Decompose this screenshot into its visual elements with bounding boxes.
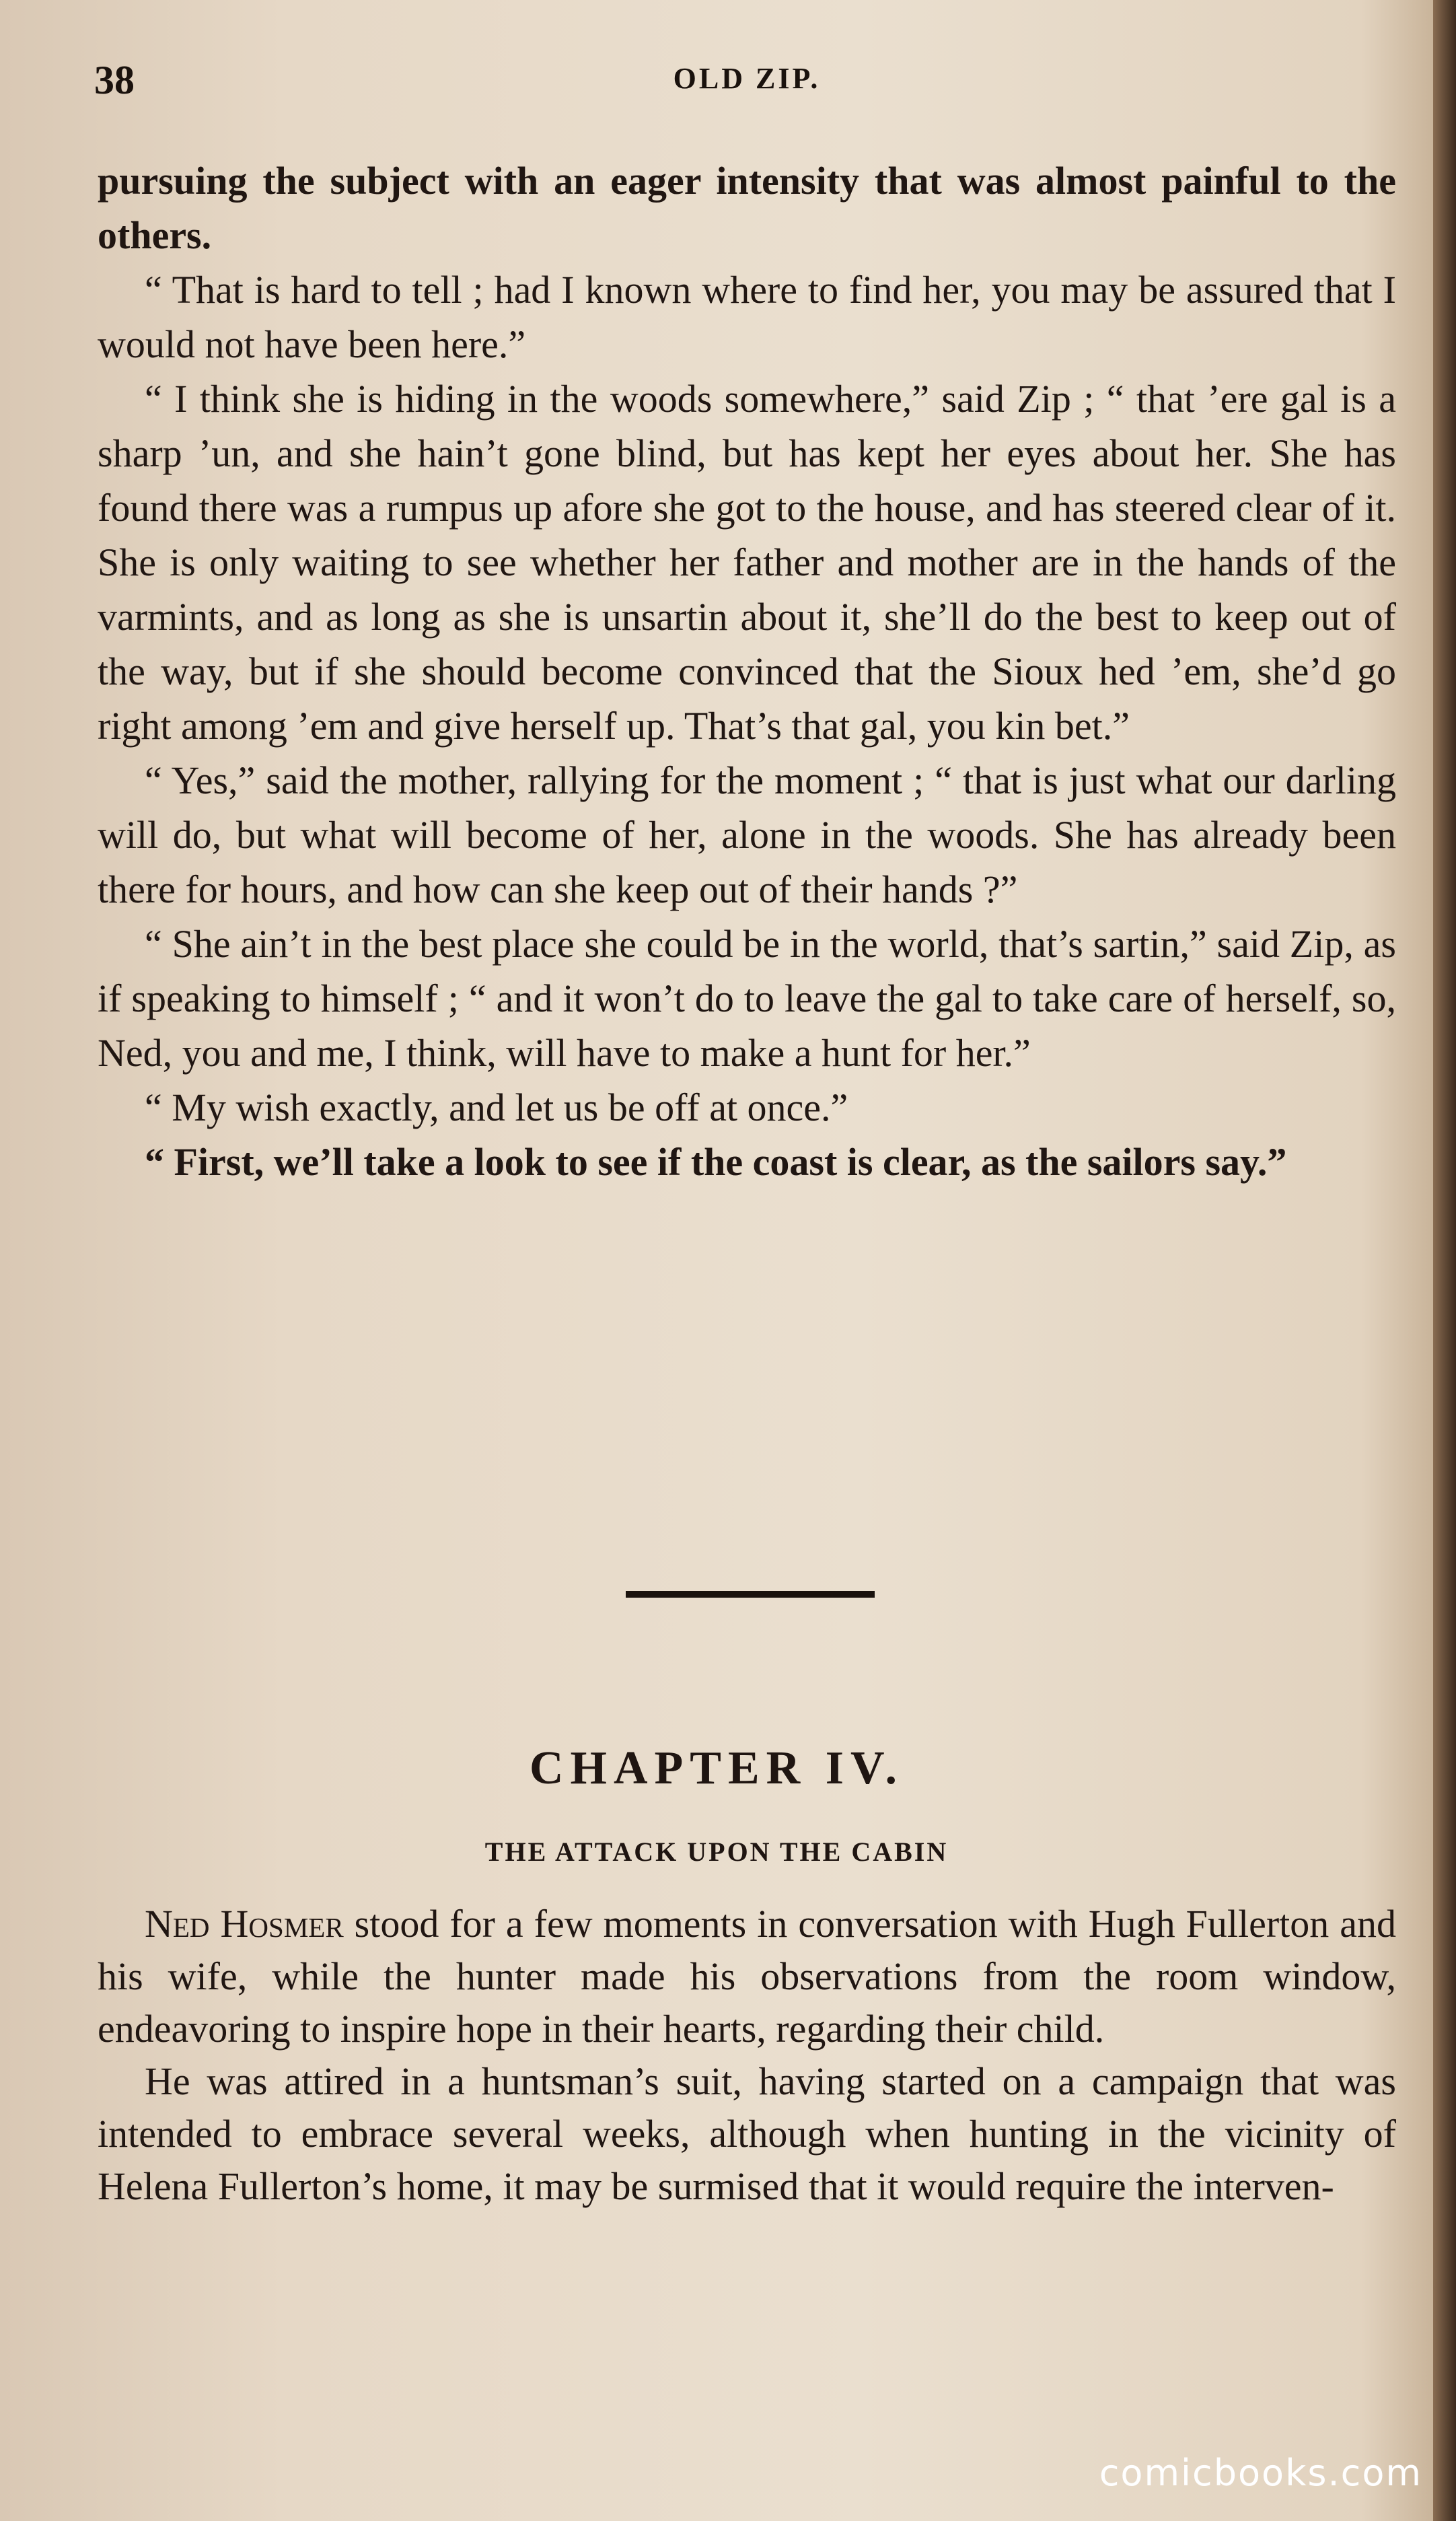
page-number: 38 xyxy=(94,58,135,102)
page-header xyxy=(94,57,1399,104)
paragraph xyxy=(98,1898,1396,2055)
section-divider xyxy=(626,1591,875,1598)
paragraph-rest: stood for a few moments in conversation with Hugh Fullerton and his wife, while the hunter made his observations from the room window, endeavoring to inspire hope in their hearts, regarding their child. xyxy=(98,1902,1396,2051)
running-title: OLD ZIP. xyxy=(673,62,821,95)
paragraph: pursuing the subject with an eager intensity that was almost painful to the others. xyxy=(98,159,1396,257)
paragraph: “ I think she is hiding in the woods somewhere,” said Zip ; “ that ’ere gal is a sharp ’un, and she hain’t gone blind, but has kept her eyes about her. She has found there was a rumpus up afore she got to the house, and has steered clear of it. She is only waiting to see whether her father and mother are in the hands of the varmints, and as long as she is unsartin about it, she’ll do the best to keep out of the way, but if she should become convinced that the Sioux hed ’em, she’d go right among ’em and give herself up. That’s that gal, you kin bet.” xyxy=(98,377,1396,748)
chapter-subtitle: THE ATTACK UPON THE CABIN xyxy=(484,1837,949,1867)
chapter-text xyxy=(98,1898,1396,2213)
lead-name: Ned Hosmer xyxy=(145,1902,344,1946)
paragraph: “ That is hard to tell ; had I known where to find her, you may be assured that I would not have been here.” xyxy=(98,268,1396,366)
paragraph: “ First, we’ll take a look to see if the coast is clear, as the sailors say.” xyxy=(145,1140,1287,1184)
paragraph: “ Yes,” said the mother, rallying for the moment ; “ that is just what our darling will do, but what will become of her, alone in the woods. She has already been there for hours, and how can she keep out of their hands ?” xyxy=(98,758,1396,911)
page-edge xyxy=(1433,0,1456,2521)
paragraph: “ My wish exactly, and let us be off at once.” xyxy=(145,1086,848,1129)
paragraph: “ She ain’t in the best place she could be in the world, that’s sartin,” said Zip, as if speaking to himself ; “ and it won’t do to leave the gal to take care of herself, so, Ned, you and me, I think, will have to make a hunt for her.” xyxy=(98,922,1396,1075)
paragraph: He was attired in a huntsman’s suit, having started on a campaign that was intended to embrace several weeks, although when hunting in the vicinity of Helena Fullerton’s home, it may be surmised that it would require the interven- xyxy=(98,2059,1396,2208)
watermark: comicbooks.com xyxy=(1099,2452,1422,2494)
body-text xyxy=(98,153,1396,1189)
chapter-title: CHAPTER IV. xyxy=(529,1742,904,1794)
